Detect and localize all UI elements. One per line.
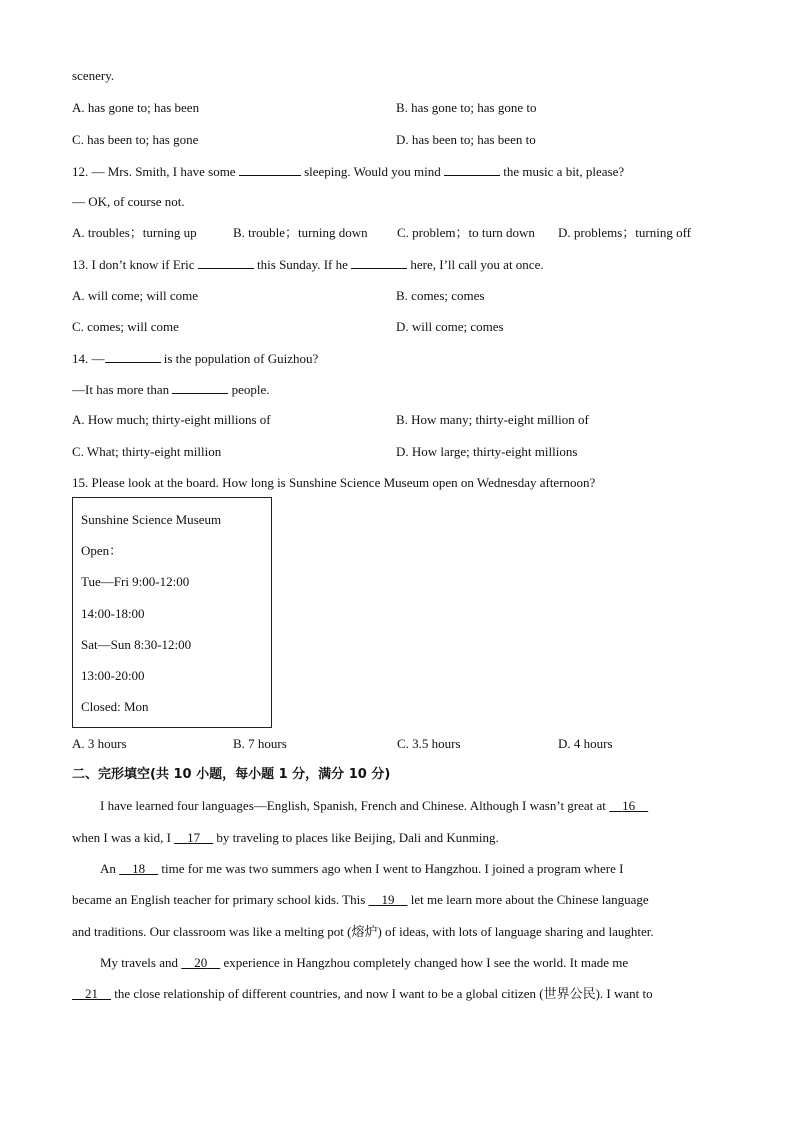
board-hours-line: Sat—Sun 8:30-12:00 <box>81 637 192 652</box>
passage-text: experience in Hangzhou completely changed how I see the world. It made me <box>223 955 629 970</box>
passage-text: time for me was two summers ago when I went to Hangzhou. I joined a program where I <box>161 861 624 876</box>
q15-option-a: A. 3 hours <box>72 736 127 751</box>
q13-option-a: A. will come; will come <box>72 288 199 303</box>
passage-text: became an English teacher for primary school kids. This <box>72 892 366 907</box>
blank-18: 18 <box>132 861 146 876</box>
q12-stem <box>72 163 624 180</box>
answer-blank <box>351 256 407 269</box>
q14-stem-part2: is the population of Guizhou? <box>163 351 319 366</box>
passage-text: the close relationship of different countries, and now I want to be a global citizen (世界公民). I want to <box>114 986 653 1001</box>
museum-board <box>72 497 272 728</box>
section-heading: 二、完形填空(共 10 小题，每小题 1 分，满分 10 分) <box>72 767 391 782</box>
q15-stem: 15. Please look at the board. How long is Sunshine Science Museum open on Wednesday afternoon? <box>72 475 596 490</box>
passage-text: An <box>100 861 116 876</box>
q14-number: 14. <box>72 351 89 366</box>
q15-option-c: C. 3.5 hours <box>397 736 461 751</box>
passage-text: I have learned four languages—English, Spanish, French and Chinese. Although I wasn’t great at <box>100 798 606 813</box>
q15-option-b: B. 7 hours <box>233 736 287 751</box>
blank-17: 17 <box>187 830 201 845</box>
q11-option-d: D. has been to; has been to <box>396 132 536 147</box>
q11-stem-tail: scenery. <box>72 68 115 83</box>
q13-stem-part3: here, I’ll call you at once. <box>410 257 544 272</box>
q12-option-b: B. trouble；turning down <box>233 225 368 240</box>
q14-option-a: A. How much; thirty-eight millions of <box>72 412 271 427</box>
q11-option-a: A. has gone to; has been <box>72 100 200 115</box>
passage-line <box>72 892 649 908</box>
q14-stem <box>72 350 318 367</box>
answer-blank <box>105 350 161 363</box>
board-hours-line: 13:00-20:00 <box>81 668 145 683</box>
passage-line <box>100 861 623 877</box>
q12-option-a: A. troubles；turning up <box>72 225 197 240</box>
blank-21: 21 <box>85 986 98 1001</box>
board-closed-line: Closed: Mon <box>81 699 149 714</box>
answer-blank <box>239 163 301 176</box>
q14-reply-part2: people. <box>231 382 270 397</box>
passage-text: My travels and <box>100 955 178 970</box>
q13-number: 13. <box>72 257 89 272</box>
q14-stem-part1: — <box>91 351 105 366</box>
q11-option-b: B. has gone to; has gone to <box>396 100 537 115</box>
passage-line <box>72 830 499 846</box>
passage-text: by traveling to places like Beijing, Dali and Kunming. <box>216 830 499 845</box>
q14-option-c: C. What; thirty-eight million <box>72 444 222 459</box>
q13-stem-part2: this Sunday. If he <box>257 257 348 272</box>
passage-text: let me learn more about the Chinese language <box>410 892 649 907</box>
blank-19: 19 <box>381 892 395 907</box>
q15-option-d: D. 4 hours <box>558 736 613 751</box>
q12-stem-part2: sleeping. Would you mind <box>304 164 441 179</box>
answer-blank <box>198 256 254 269</box>
q11-option-c: C. has been to; has gone <box>72 132 199 147</box>
answer-blank <box>172 381 228 394</box>
q13-stem-part1: I don’t know if Eric <box>91 257 195 272</box>
blank-20: 20 <box>194 955 208 970</box>
q12-reply: — OK, of course not. <box>72 194 185 209</box>
q13-stem <box>72 256 544 273</box>
q14-reply <box>72 381 270 398</box>
board-hours-line: Tue—Fri 9:00-12:00 <box>81 574 190 589</box>
q12-option-c: C. problem；to turn down <box>397 225 535 240</box>
q13-option-d: D. will come; comes <box>396 319 504 334</box>
q14-option-d: D. How large; thirty-eight millions <box>396 444 578 459</box>
passage-line: and traditions. Our classroom was like a melting pot (熔炉) of ideas, with lots of language sharing and laughter. <box>72 924 654 939</box>
q14-option-b: B. How many; thirty-eight million of <box>396 412 589 427</box>
passage-line <box>100 798 648 814</box>
passage-line <box>100 955 628 971</box>
board-hours-line: 14:00-18:00 <box>81 606 145 621</box>
q13-option-c: C. comes; will come <box>72 319 179 334</box>
q12-stem-part1: — Mrs. Smith, I have some <box>91 164 236 179</box>
passage-text: when I was a kid, I <box>72 830 171 845</box>
q12-stem-part3: the music a bit, please? <box>503 164 625 179</box>
q12-number: 12. <box>72 164 89 179</box>
board-title: Sunshine Science Museum <box>81 512 222 527</box>
blank-16: 16 <box>622 798 636 813</box>
q14-reply-part1: —It has more than <box>72 382 170 397</box>
q13-option-b: B. comes; comes <box>396 288 485 303</box>
answer-blank <box>444 163 500 176</box>
passage-line <box>72 986 653 1002</box>
q12-option-d: D. problems；turning off <box>558 225 691 240</box>
board-open-label: Open： <box>81 543 123 558</box>
